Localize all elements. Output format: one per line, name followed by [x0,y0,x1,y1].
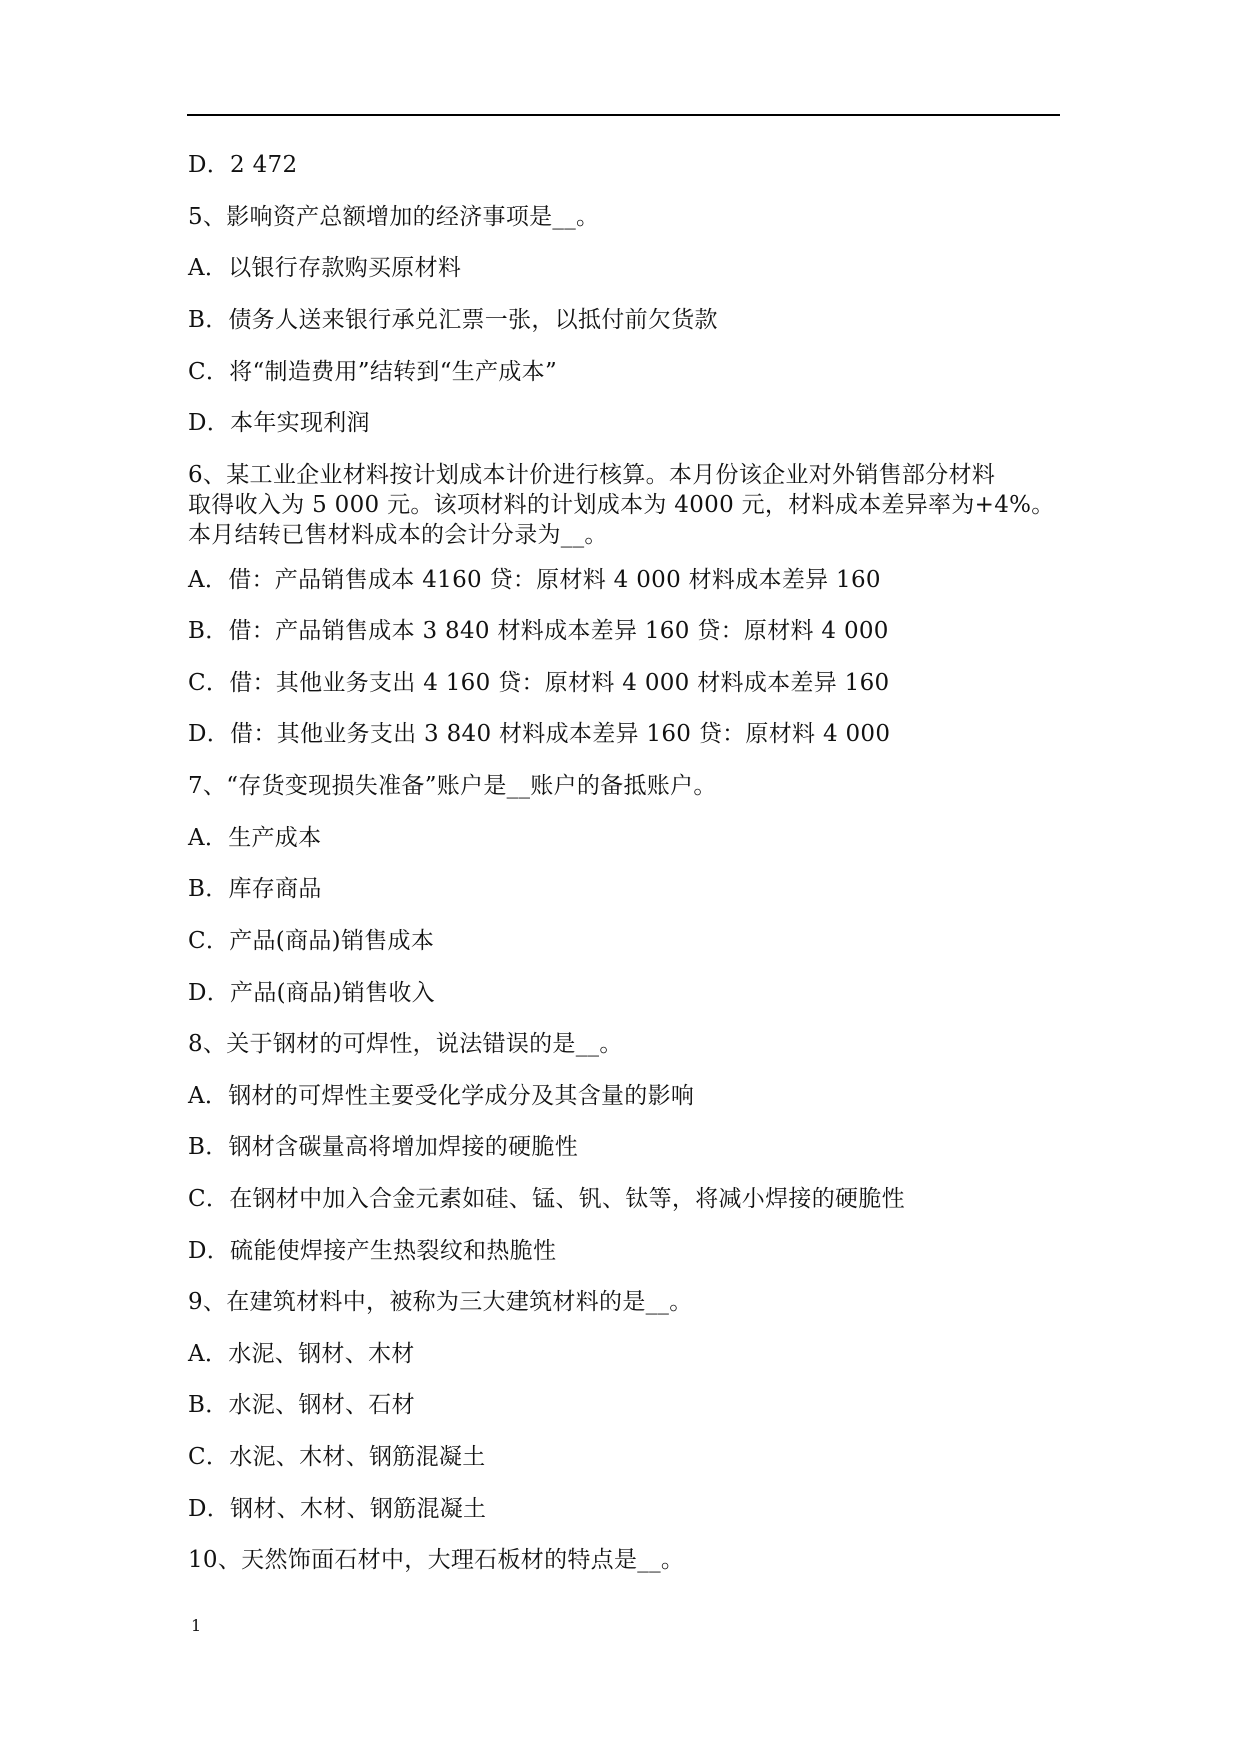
q9-option-b: B．水泥、钢材、石材 [188,1392,415,1418]
q10-stem: 10、天然饰面石材中，大理石板材的特点是__。 [188,1547,685,1573]
q6-option-b: B．借：产品销售成本 3 840 材料成本差异 160 贷：原材料 4 000 [188,618,889,644]
q6-stem-line-3: 本月结转已售材料成本的会计分录为__。 [188,522,608,548]
q7-option-a: A．生产成本 [188,825,322,851]
q7-option-c: C．产品(商品)销售成本 [188,928,435,954]
q5-option-b: B．债务人送来银行承兑汇票一张，以抵付前欠货款 [188,307,718,333]
q6-stem [188,460,1058,550]
q8-option-c: C．在钢材中加入合金元素如硅、锰、钒、钛等，将减小焊接的硬脆性 [188,1186,905,1212]
q7-option-b: B．库存商品 [188,876,322,902]
q6-stem-line-1: 6、某工业企业材料按计划成本计价进行核算。本月份该企业对外销售部分材料 [188,462,996,488]
q5-option-a: A．以银行存款购买原材料 [188,255,462,281]
q8-option-a: A．钢材的可焊性主要受化学成分及其含量的影响 [188,1083,695,1109]
q6-option-d: D．借：其他业务支出 3 840 材料成本差异 160 贷：原材料 4 000 [188,721,891,747]
q5-option-c: C．将“制造费用”结转到“生产成本” [188,359,558,385]
q5-option-d: D．本年实现利润 [188,410,370,436]
q6-option-c: C．借：其他业务支出 4 160 贷：原材料 4 000 材料成本差异 160 [188,670,890,696]
q7-stem: 7、“存货变现损失准备”账户是__账户的备抵账户。 [188,773,717,799]
q8-stem: 8、关于钢材的可焊性，说法错误的是__。 [188,1031,623,1057]
q5-stem: 5、影响资产总额增加的经济事项是__。 [188,204,600,230]
q7-option-d: D．产品(商品)销售收入 [188,980,435,1006]
q9-option-a: A．水泥、钢材、木材 [188,1341,415,1367]
q9-stem: 9、在建筑材料中，被称为三大建筑材料的是__。 [188,1289,693,1315]
page-number: 1 [191,1616,202,1635]
q6-option-a: A．借：产品销售成本 4160 贷：原材料 4 000 材料成本差异 160 [188,567,881,593]
q9-option-d: D．钢材、木材、钢筋混凝土 [188,1496,487,1522]
q4-option-d: D．2 472 [188,152,298,178]
q8-option-b: B．钢材含碳量高将增加焊接的硬脆性 [188,1134,579,1160]
header-rule [187,114,1060,116]
q8-option-d: D．硫能使焊接产生热裂纹和热脆性 [188,1238,557,1264]
q9-option-c: C．水泥、木材、钢筋混凝土 [188,1444,486,1470]
q6-stem-line-2: 取得收入为 5 000 元。该项材料的计划成本为 4000 元，材料成本差异率为+4%。 [188,492,1055,518]
